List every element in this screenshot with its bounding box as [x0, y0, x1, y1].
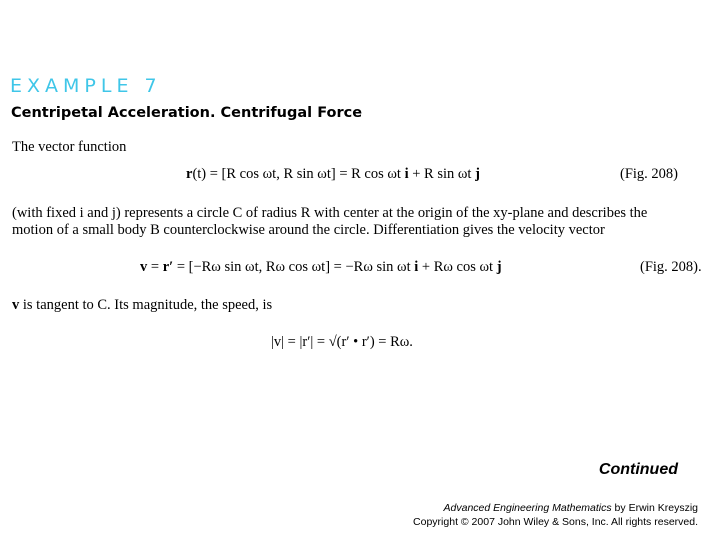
- eq2-j: j: [496, 259, 502, 275]
- para2-text: is tangent to C. Its magnitude, the speed, is: [19, 297, 273, 313]
- eq1-r: r: [186, 166, 193, 182]
- continued-label: Continued: [598, 461, 678, 478]
- footer-copyright: Copyright © 2007 John Wiley & Sons, Inc. All rights reserved.: [413, 516, 698, 528]
- intro-text: The vector function: [12, 139, 127, 155]
- eq2-figure-ref: (Fig. 208).: [640, 259, 702, 275]
- equation-velocity: [140, 259, 502, 276]
- paragraph-1-line-2: motion of a small body B counterclockwise around the circle. Differentiation gives the velocity vector: [12, 222, 605, 238]
- paragraph-1-line-1: (with fixed i and j) represents a circle C of radius R with center at the origin of the xy-plane and describes the: [12, 205, 648, 221]
- eq2-eq: =: [147, 259, 163, 275]
- footer-author: by Erwin Kreyszig: [611, 502, 698, 514]
- eq1-body: = [R cos ωt, R sin ωt] = R cos ωt: [206, 166, 405, 182]
- eq1-plus: + R sin ωt: [408, 166, 476, 182]
- footer-book-line: [444, 502, 698, 514]
- eq2-v: v: [140, 259, 148, 275]
- eq1-i: i: [404, 166, 409, 182]
- eq2-plus: + Rω cos ωt: [418, 259, 497, 275]
- eq1-figure-ref: (Fig. 208): [620, 166, 678, 182]
- eq1-j: j: [475, 166, 480, 182]
- eq2-body: = [−Rω sin ωt, Rω cos ωt] = −Rω sin ωt: [173, 259, 415, 275]
- eq2-rprime: r′: [162, 259, 174, 275]
- paragraph-2: [12, 297, 272, 313]
- eq2-i: i: [414, 259, 419, 275]
- footer-book-title: Advanced Engineering Mathematics: [443, 502, 612, 514]
- para2-v: v: [12, 297, 20, 313]
- section-title: Centripetal Acceleration. Centrifugal Force: [11, 105, 363, 121]
- example-label: EXAMPLE 7: [10, 75, 162, 97]
- equation-position-vector: [186, 166, 480, 183]
- eq1-t: (t): [192, 166, 207, 182]
- equation-speed: |v| = |r′| = √(r′ • r′) = Rω.: [271, 334, 413, 350]
